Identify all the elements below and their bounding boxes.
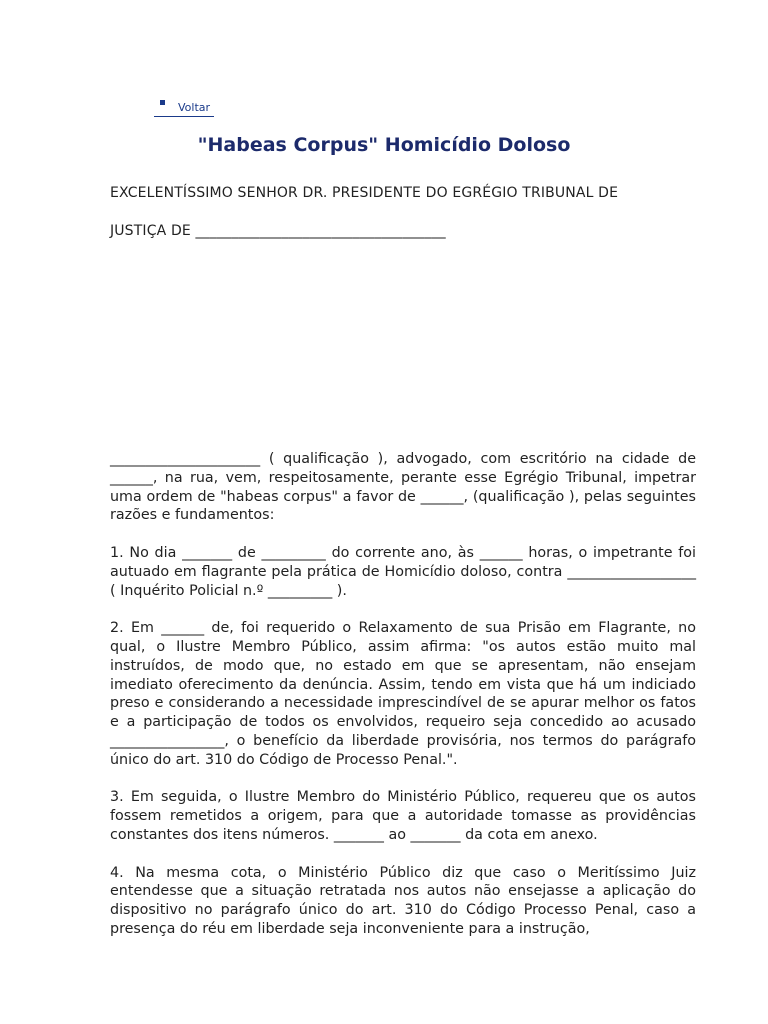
paragraph-2: 2. Em ______ de, foi requerido o Relaxamento de sua Prisão em Flagrante, no qual, o Ilustre Membro Público, assim afirma: "os autos estão muito mal instruídos, de modo que, no estado em que se apresentam, não ensejam imediato oferecimento da denúncia. Assim, tendo em vista que há um indiciado preso e considerando a necessidade imprescindível de se apurar melhor os fatos e a participação de todos os envolvidos, requeiro seja concedido ao acusado ________________, o benefício da liberdade provisória, nos termos do parágrafo único do art. 310 do Código de Processo Penal.". <box>110 620 696 768</box>
paragraph-3: 3. Em seguida, o Ilustre Membro do Ministério Público, requereu que os autos fossem remetidos a origem, para que a autoridade tomasse as providências constantes dos itens números. _______ ao _______ da cota em anexo. <box>110 789 696 843</box>
paragraph-4: 4. Na mesma cota, o Ministério Público diz que caso o Meritíssimo Juiz entendesse que a situação retratada nos autos não ensejasse a aplicação do dispositivo no parágrafo único do art. 310 do Código Processo Penal, caso a presença do réu em liberdade seja inconveniente para a instrução, <box>110 864 696 937</box>
address-line-2: JUSTIÇA DE ___________________________________ <box>110 223 446 239</box>
document-title: "Habeas Corpus" Homicídio Doloso <box>197 134 571 156</box>
back-link[interactable]: Voltar <box>178 101 211 114</box>
back-nav <box>154 98 214 117</box>
paragraph-1: 1. No dia _______ de _________ do corrente ano, às ______ horas, o impetrante foi autuado em flagrante pela prática de Homicídio doloso, contra __________________ ( Inquérito Policial n.º _________ ). <box>110 544 696 599</box>
document-body <box>110 450 696 958</box>
paragraph-qualification: _____________________ ( qualificação ), advogado, com escritório na cidade de ______, na rua, vem, respeitosamente, perante esse Egrégio Tribunal, impetrar uma ordem de "habeas corpus" a favor de ______, (qualificação ), pelas seguintes razões e fundamentos: <box>110 451 696 524</box>
square-bullet-icon <box>160 100 165 105</box>
address-line-1: EXCELENTÍSSIMO SENHOR DR. PRESIDENTE DO EGRÉGIO TRIBUNAL DE <box>110 185 619 201</box>
